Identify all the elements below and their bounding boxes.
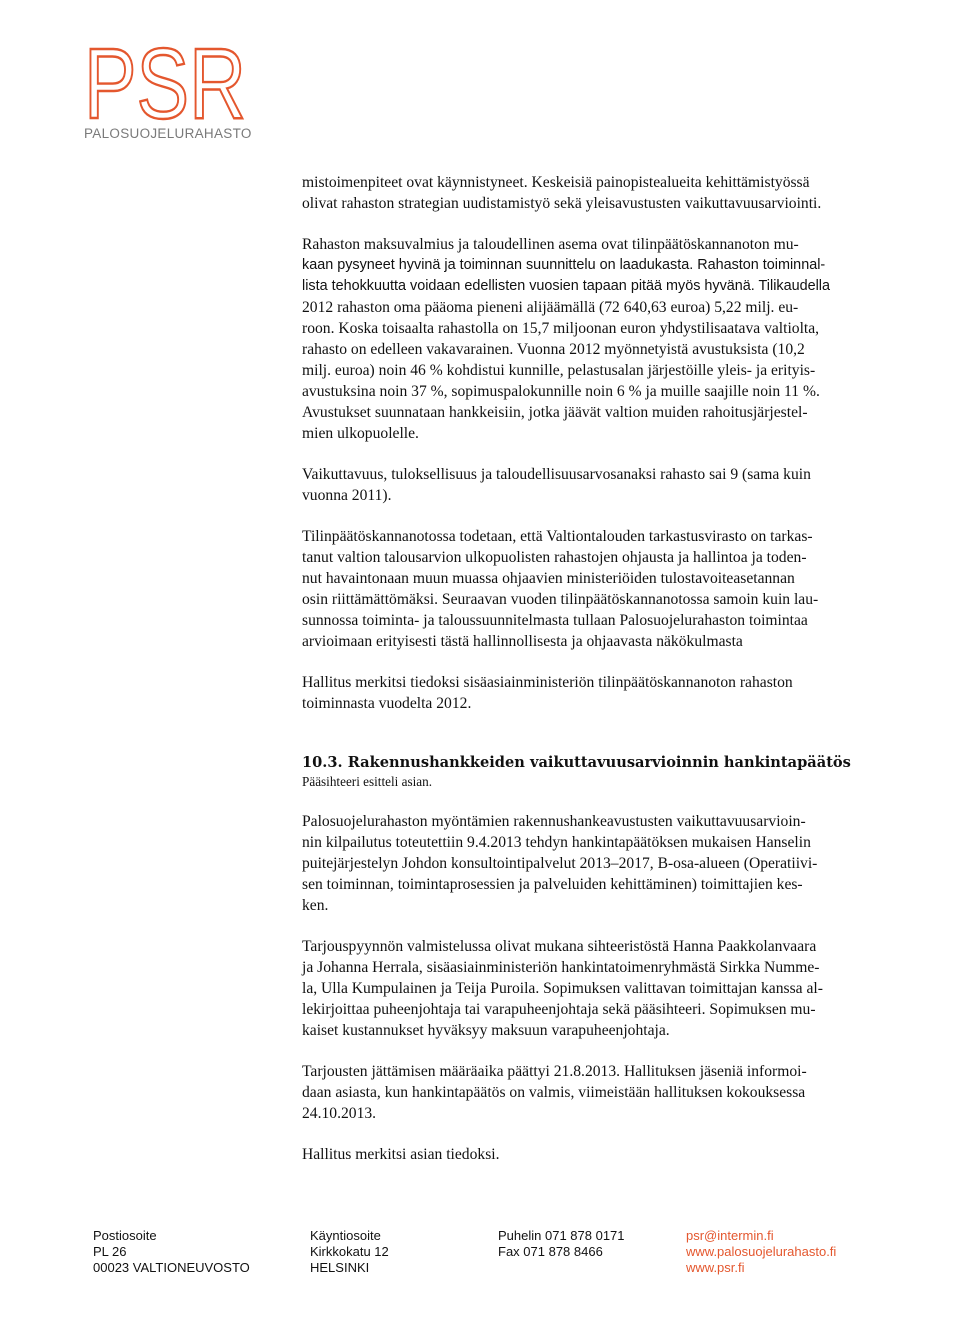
paragraph-line: osin riittämättömäksi. Seuraavan vuoden tilinpäätöskannanotossa samoin kuin lau- — [302, 591, 819, 608]
paragraph — [302, 936, 872, 1041]
footer-phone — [498, 1228, 625, 1260]
paragraph-line: Tilinpäätöskannanotossa todetaan, että Valtiontalouden tarkastusvirasto on tarkas- — [302, 528, 813, 545]
paragraph — [302, 526, 872, 652]
footer-postal-box: PL 26 — [93, 1244, 127, 1259]
paragraph-line: milj. euroa) noin 46 % kohdistui kunnille, pelastusalan järjestöille yleis- ja erityis- — [302, 362, 816, 379]
paragraph-line: ken. — [302, 897, 329, 914]
paragraph-line: roon. Koska toisaalta rahastolla on 15,7 miljoonan euron yhdystilisaatava valtiolta, — [302, 320, 820, 337]
paragraph-line: Hallitus merkitsi asian tiedoksi. — [302, 1146, 500, 1163]
paragraph-line: avustuksina noin 37 %, sopimuspalokunnille noin 6 % ja muille saajille noin 11 %. — [302, 383, 820, 400]
paragraph — [302, 1144, 872, 1165]
paragraph-line: sen toiminnan, toimintaprosessien ja palveluiden kehittäminen) toimittajien kes- — [302, 876, 803, 893]
paragraph-line: kaiset kustannukset hyväksyy maksuun varapuheenjohtaja. — [302, 1022, 670, 1039]
paragraph-line: nut havaintonaan muun muassa ohjaavien ministeriöiden tulostavoiteasetannan — [302, 570, 795, 587]
paragraph-line: Palosuojelurahaston myöntämien rakennushankeavustusten vaikuttavuusarvioin- — [302, 813, 806, 830]
paragraph-line: sunnossa toiminta- ja taloussuunnitelmasta tullaan Palosuojelurahaston toimintaa — [302, 612, 808, 629]
paragraph-line: rahasto on edelleen vakavarainen. Vuonna 2012 myönnetyistä avustuksista (10,2 — [302, 341, 805, 358]
paragraph-line: Tarjouspyynnön valmistelussa olivat mukana sihteeristöstä Hanna Paakkolanvaara — [302, 938, 817, 955]
paragraph-line: ja Johanna Herrala, sisäasiainministeriön hankintatoimenryhmästä Sirkka Numme- — [302, 959, 820, 976]
paragraph-line: Vaikuttavuus, tuloksellisuus ja taloudellisuusarvosanaksi rahasto sai 9 (sama kuin — [302, 466, 811, 483]
document-body — [302, 172, 872, 1185]
footer-phone-number: Puhelin 071 878 0171 — [498, 1228, 625, 1243]
footer-visiting-address — [310, 1228, 389, 1276]
paragraph-line: mien ulkopuolelle. — [302, 425, 419, 442]
footer-visiting-street: Kirkkokatu 12 — [310, 1244, 389, 1259]
paragraph-line: lista tehokkuutta voidaan edellisten vuosien tapaan pitää myös hyvänä. Tilikaudella — [302, 278, 830, 294]
intro-paragraphs — [302, 172, 872, 714]
footer-web — [686, 1228, 836, 1276]
section-paragraphs — [302, 811, 872, 1165]
footer-postal-label: Postiosoite — [93, 1228, 157, 1243]
paragraph-line: Avustukset suunnataan hankkeisiin, jotka jäävät valtion muiden rahoitusjärjestel- — [302, 404, 808, 421]
paragraph-line: Rahaston maksuvalmius ja taloudellinen asema ovat tilinpäätöskannanoton mu- — [302, 236, 799, 253]
paragraph — [302, 464, 872, 506]
footer-postal-address — [93, 1228, 250, 1276]
logo-letters: PSR — [84, 30, 246, 140]
section-heading: 10.3. Rakennushankkeiden vaikuttavuusarvioinnin hankintapäätös — [302, 754, 851, 771]
paragraph-line: arvioimaan erityisesti tästä hallinnollisesta ja ohjaavasta näkökulmasta — [302, 633, 743, 650]
paragraph — [302, 811, 872, 916]
footer-visiting-label: Käyntiosoite — [310, 1228, 381, 1243]
paragraph-line: Tarjousten jättämisen määräaika päättyi 21.8.2013. Hallituksen jäseniä informoi- — [302, 1063, 807, 1080]
paragraph-line: lekirjoittaa puheenjohtaja tai varapuheenjohtaja sekä pääsihteeri. Sopimuksen mu- — [302, 1001, 816, 1018]
paragraph-line: tanut valtion talousarvion ulkopuolisten rahastojen ohjausta ja hallintoa ja toden- — [302, 549, 807, 566]
paragraph-line: 24.10.2013. — [302, 1105, 377, 1122]
paragraph-line: vuonna 2011). — [302, 487, 392, 504]
paragraph — [302, 672, 872, 714]
paragraph-line: mistoimenpiteet ovat käynnistyneet. Keskeisiä painopistealueita kehittämistyössä — [302, 174, 810, 191]
footer-visiting-city: HELSINKI — [310, 1260, 370, 1275]
footer-fax-number: Fax 071 878 8466 — [498, 1244, 603, 1259]
section-subheading: Pääsihteeri esitteli asian. — [302, 774, 433, 789]
footer-email-link[interactable]: psr@intermin.fi — [686, 1228, 774, 1243]
paragraph-line: Hallitus merkitsi tiedoksi sisäasiainministeriön tilinpäätöskannanoton rahaston — [302, 674, 793, 691]
footer-website-link[interactable]: www.palosuojelurahasto.fi — [686, 1244, 837, 1259]
logo-caption: PALOSUOJELURAHASTO — [84, 126, 252, 141]
paragraph — [302, 1061, 872, 1124]
paragraph — [302, 172, 872, 214]
paragraph-line: nin kilpailutus toteutettiin 9.4.2013 tehdyn hankintapäätöksen mukaisen Hanselin — [302, 834, 811, 851]
footer-postal-city: 00023 VALTIONEUVOSTO — [93, 1260, 250, 1275]
paragraph-line: daan asiasta, kun hankintapäätös on valmis, viimeistään hallituksen kokouksessa — [302, 1084, 806, 1101]
paragraph — [302, 234, 872, 444]
paragraph-line: 2012 rahaston oma pääoma pieneni alijäämällä (72 640,63 euroa) 5,22 milj. eu- — [302, 299, 799, 316]
paragraph-line: toiminnasta vuodelta 2012. — [302, 695, 472, 712]
paragraph-line: olivat rahaston strategian uudistamistyö sekä yleisavustusten vaikuttavuusarviointi. — [302, 195, 822, 212]
paragraph-line: kaan pysyneet hyvinä ja toiminnan suunnittelu on laadukasta. Rahaston toiminnal- — [302, 257, 826, 273]
paragraph-line: la, Ulla Kumpulainen ja Teija Puroila. Sopimuksen valittavan toimittajan kanssa al- — [302, 980, 823, 997]
footer-website-short-link[interactable]: www.psr.fi — [686, 1260, 745, 1275]
paragraph-line: puitejärjestelyn Johdon konsultointipalvelut 2013–2017, B-osa-alueen (Operatiivi- — [302, 855, 818, 872]
